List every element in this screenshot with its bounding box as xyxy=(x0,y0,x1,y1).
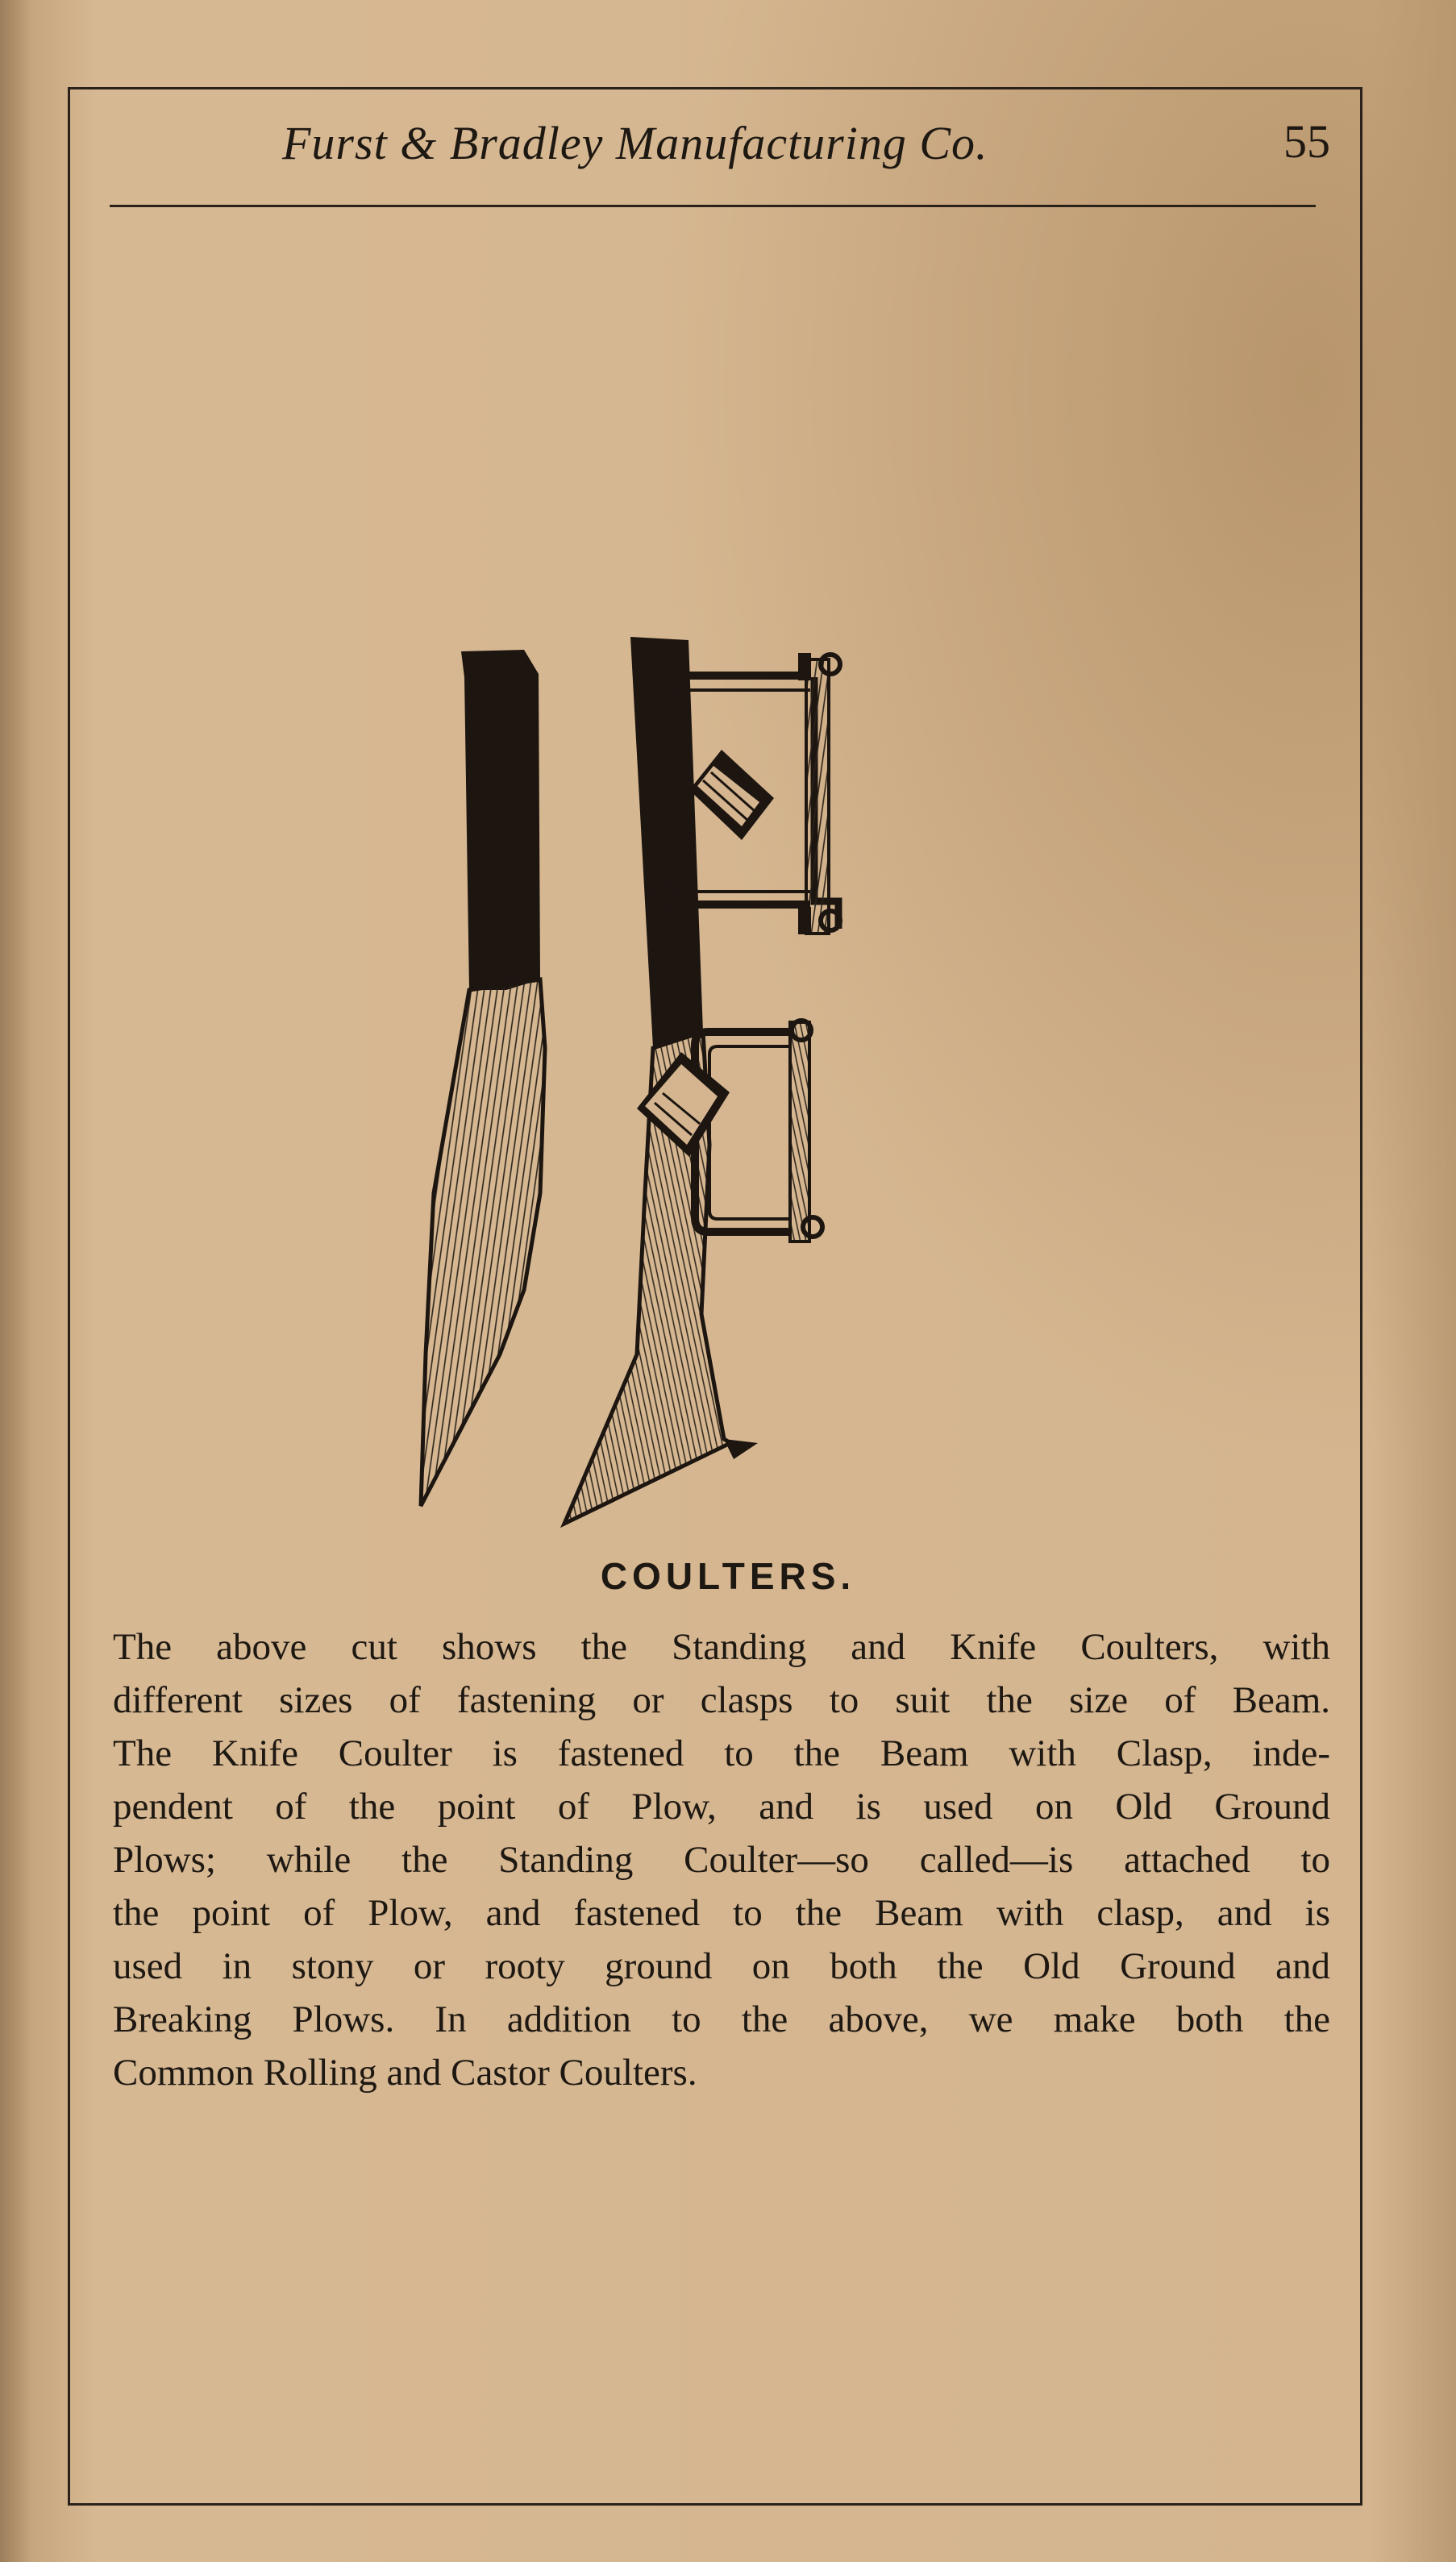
body-line: different sizes of fastening or clasps to suit the size of Beam. xyxy=(113,1679,1330,1721)
body-line: Breaking Plows. In addition to the above, we make both the xyxy=(113,1998,1330,2040)
knife-coulter-icon xyxy=(421,650,545,1506)
body-line: Plows; while the Standing Coulter—so called—is attached to xyxy=(113,1839,1330,1881)
running-title: Furst & Bradley Manufacturing Co. xyxy=(282,117,988,169)
page-number: 55 xyxy=(1283,115,1330,168)
coulters-engraving-icon xyxy=(403,629,1016,1532)
body-line: The above cut shows the Standing and Knife Coulters, with xyxy=(113,1626,1330,1668)
coulters-illustration xyxy=(403,629,1016,1532)
body-line: used in stony or rooty ground on both the Old Ground and xyxy=(113,1945,1330,1987)
body-line: the point of Plow, and fastened to the Beam with clasp, and is xyxy=(113,1892,1330,1934)
body-line: pendent of the point of Plow, and is used on Old Ground xyxy=(113,1786,1330,1828)
body-line: The Knife Coulter is fastened to the Beam with Clasp, inde- xyxy=(113,1732,1330,1774)
running-head xyxy=(105,111,1330,176)
section-body xyxy=(113,1620,1330,2099)
section-title: COULTERS. xyxy=(600,1555,856,1597)
header-rule xyxy=(110,205,1316,207)
body-line: Common Rolling and Castor Coulters. xyxy=(113,2052,697,2094)
